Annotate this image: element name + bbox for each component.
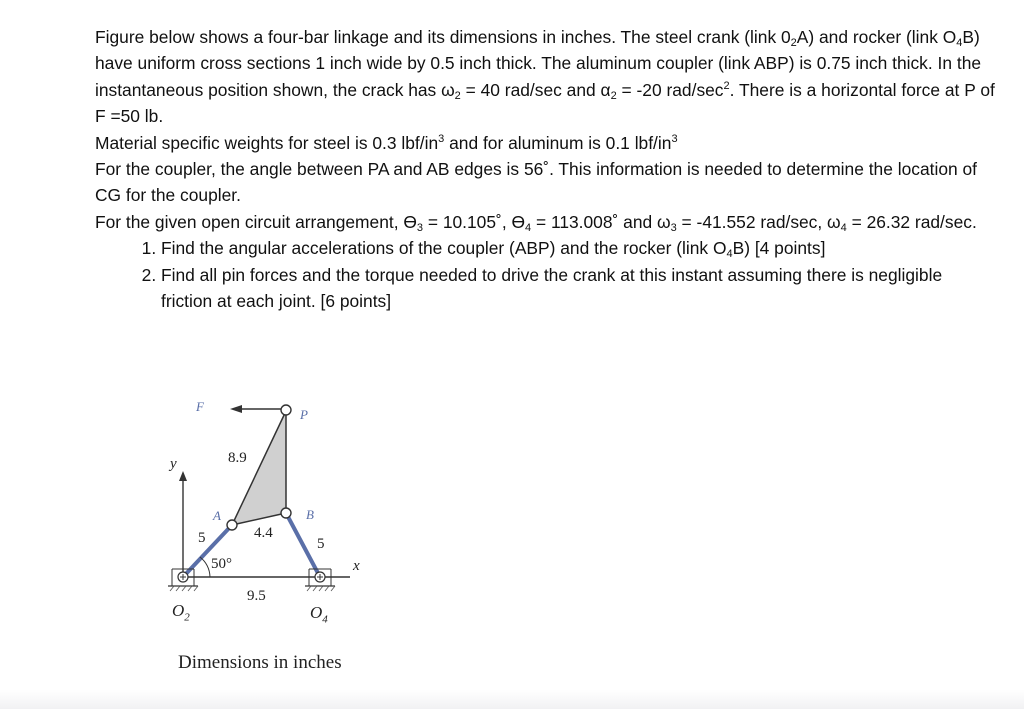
paragraph-intro: [95, 24, 995, 130]
label-dim-9-5: 9.5: [247, 588, 266, 604]
task-list: [95, 235, 995, 314]
y-axis-arrow: [179, 471, 187, 481]
subscript: 4: [840, 221, 847, 234]
text-run: Find the angular accelerations of the coupler (ABP) and the rocker (link O: [161, 238, 727, 259]
label-dim-5-rocker: 5: [317, 536, 325, 552]
label-p: P: [300, 407, 308, 422]
text-run: = 10.105˚, ϴ: [423, 211, 526, 232]
text-run: = 40 rad/sec and α: [460, 79, 611, 100]
text-run: B) [4 points]: [732, 238, 826, 259]
label-o2-letter: O: [172, 601, 185, 620]
label-o4: [310, 603, 328, 625]
label-y-axis: y: [170, 456, 177, 472]
subscript: 3: [670, 221, 677, 234]
subscript: 3: [416, 221, 424, 234]
superscript: 3: [438, 132, 445, 145]
subscript: 4: [525, 221, 532, 234]
text-run: Material specific weights for steel is 0.3 lbf/in: [95, 132, 439, 153]
label-dim-4-4: 4.4: [254, 525, 273, 541]
paragraph-materials: [95, 130, 995, 156]
label-o4-sub: 4: [322, 613, 328, 626]
label-a: A: [213, 508, 221, 523]
ground-support-o2: [168, 569, 198, 591]
coupler-abp: [232, 411, 286, 525]
ground-support-o4: [305, 569, 335, 591]
label-x-axis: x: [353, 558, 360, 574]
task-item: 2. Find all pin forces and the torque needed to drive the crank at this instant assuming there is negligible friction at each joint. [6 points]: [161, 262, 995, 315]
text-run: A) and rocker (link O: [796, 27, 957, 47]
subscript: 2: [610, 89, 617, 102]
label-dim-5-crank: 5: [198, 530, 206, 546]
pin-a: [227, 520, 237, 530]
text-run: and for aluminum is 0.1 lbf/in: [444, 132, 672, 153]
rocker-link-o4b: [286, 513, 320, 577]
text-run: Figure below shows a four-bar linkage and its dimensions in inches. The steel crank (link 0: [95, 27, 791, 47]
pin-p: [281, 405, 291, 415]
text-run: = 113.008˚ and ω: [531, 211, 671, 232]
subscript: 4: [956, 37, 963, 49]
force-f-arrowhead: [230, 405, 242, 413]
label-f: F: [196, 399, 204, 414]
text-run: B) have uniform cross sections 1 inch wide by 0.5 inch thick. The aluminum coupler (link ABP) is 0.75 inch thick. In the instantaneous position shown, the crack has ω: [95, 27, 982, 100]
superscript: 2: [723, 79, 730, 92]
subscript: 2: [454, 89, 461, 102]
page-bottom-edge: [0, 690, 1024, 709]
label-angle-50: 50°: [211, 556, 232, 572]
linkage-diagram: [150, 385, 410, 685]
label-o2: [172, 601, 190, 623]
text-run: For the given open circuit arrangement, ϴ: [95, 211, 417, 232]
figure-caption: Dimensions in inches: [178, 652, 342, 673]
subscript: 4: [726, 248, 733, 261]
text-run: = -20 rad/sec: [616, 79, 724, 100]
subscript: 2: [790, 37, 797, 49]
label-dim-8-9: 8.9: [228, 450, 247, 466]
text-run: = 26.32 rad/sec.: [846, 211, 977, 232]
problem-text: [95, 24, 995, 314]
label-o2-sub: 2: [184, 611, 190, 624]
label-o4-letter: O: [310, 603, 323, 622]
superscript: 3: [671, 132, 678, 145]
four-bar-linkage-figure: [150, 385, 410, 685]
text-run: = -41.552 rad/sec, ω: [676, 211, 841, 232]
paragraph-coupler-angle: For the coupler, the angle between PA and AB edges is 56˚. This information is needed to determine the location of CG for the coupler.: [95, 159, 978, 206]
paragraph-given-values: [95, 209, 995, 235]
task-item: [161, 235, 995, 261]
pin-b: [281, 508, 291, 518]
text-run: . There is a horizontal force at P of F =50 lb.: [95, 79, 995, 127]
label-b: B: [306, 507, 314, 522]
